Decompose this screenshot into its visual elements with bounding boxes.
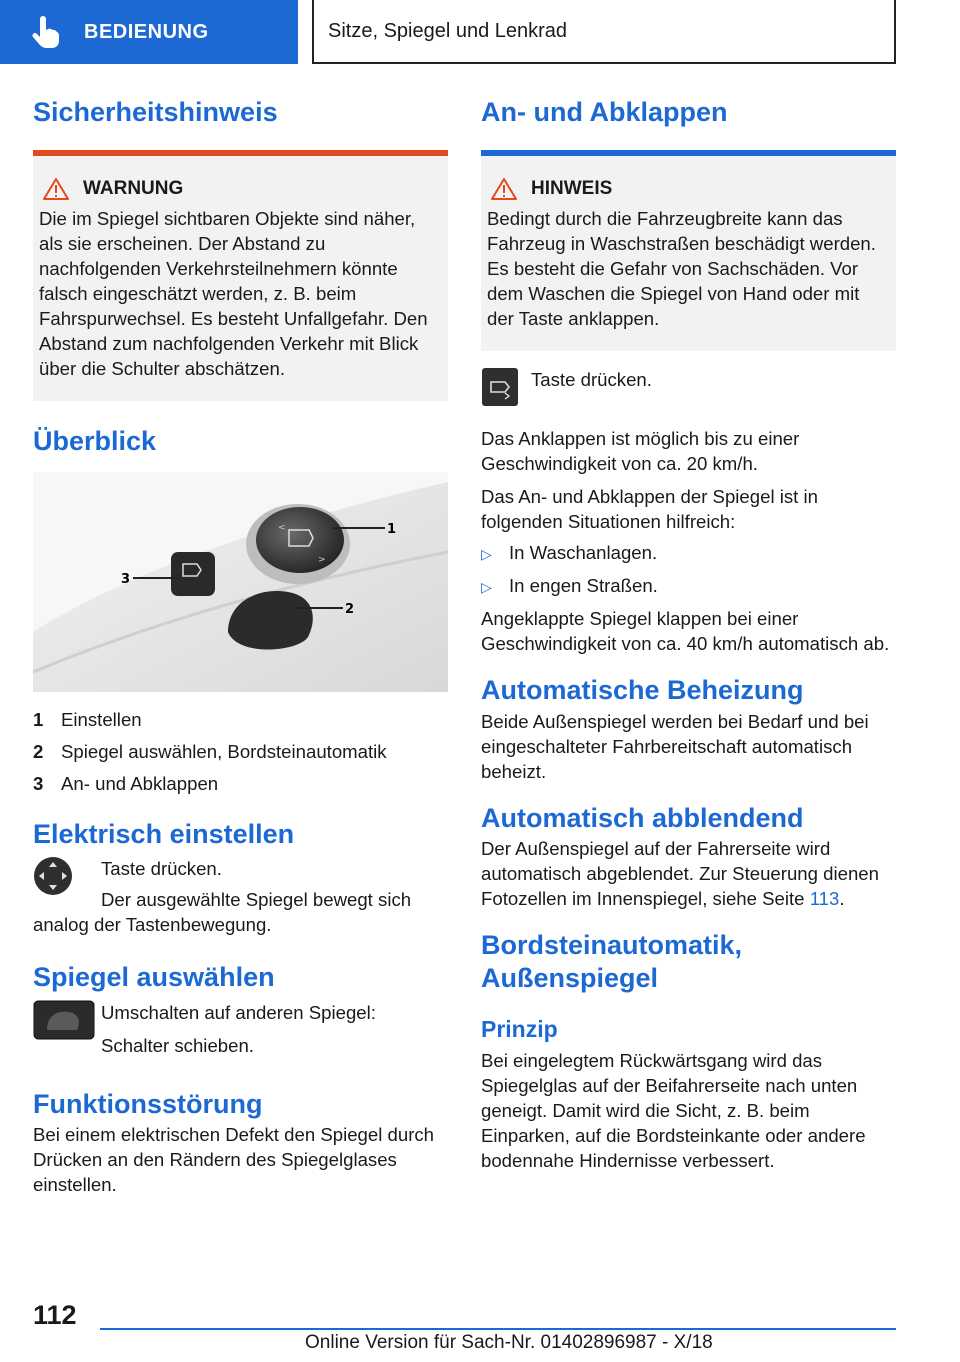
heat-text: Beide Außenspiegel werden bei Bedarf und bei eingeschalteter Fahrbereitschaft automatisch beheizt. xyxy=(481,710,869,782)
fold-p1: Das Anklappen ist möglich bis zu einer Geschwindigkeit von ca. 20 km/h. xyxy=(481,428,800,475)
elec-heading: Elektrisch einstellen xyxy=(33,818,295,849)
warning-title: WARNUNG xyxy=(83,178,184,200)
list-item: ▷ In engen Straßen. xyxy=(481,575,658,597)
fault-heading: Funktionsstörung xyxy=(33,1088,263,1119)
principle-heading: Prinzip xyxy=(481,1015,558,1042)
select-heading: Spiegel auswählen xyxy=(33,962,275,993)
left-column xyxy=(33,96,448,1197)
warning-triangle-icon xyxy=(491,178,517,200)
svg-text:2: 2 xyxy=(345,601,355,617)
fold-heading: An- und Abklappen xyxy=(481,97,728,127)
fault-text: Bei einem elektrischen Defekt den Spiegel durch Drücken an den Rändern des Spiegelglases einstellen. xyxy=(33,1123,435,1195)
legend-item: 1 Einstellen xyxy=(33,708,142,730)
list-item: ▷ In Waschanlagen. xyxy=(481,542,658,564)
select-line1: Umschalten auf anderen Spiegel: xyxy=(101,1001,376,1023)
warning-triangle-icon xyxy=(43,178,69,200)
fold-bullets xyxy=(481,540,896,600)
notice-title: HINWEIS xyxy=(531,178,613,200)
fold-press: Taste drücken. xyxy=(531,369,652,391)
page-link[interactable]: 113 xyxy=(809,888,840,910)
svg-text:>: > xyxy=(318,554,326,565)
footer-text: Online Version für Sach-Nr. 01402896987 - X/18 xyxy=(305,1332,713,1353)
dim-text: Der Außenspiegel auf der Fahrerseite wird automatisch abgeblendet. Zur Steuerung dienen Fotozellen im Innenspiegel, siehe Seite 113. xyxy=(481,838,879,910)
page-number: 112 xyxy=(33,1300,77,1330)
svg-text:3: 3 xyxy=(121,571,131,587)
hand-pointer-icon xyxy=(26,12,66,52)
warning-text: Die im Spiegel sichtbaren Objekte sind näher, als sie erscheinen. Der Abstand zu nachfolgenden Verkehrsteilnehmern könnte falsch eingeschätzt werden, z. B. beim Fahrspurwechsel. Es besteht Unfallgefahr. Den Abstand zum nachfolgenden Verkehr mit Blick über die Schulter abschätzen. xyxy=(39,208,428,380)
legend-list xyxy=(33,704,448,800)
mirror-select-switch-icon xyxy=(33,1000,101,1058)
safety-heading: Sicherheitshinweis xyxy=(33,97,278,127)
warning-box xyxy=(33,156,448,401)
notice-box xyxy=(481,156,896,351)
curb-heading: Bordsteinautomatik, Außenspiegel xyxy=(481,930,743,993)
chapter-label: BEDIENUNG xyxy=(84,20,209,43)
elec-line2: Der ausgewählte Spiegel bewegt sich analog der Tastenbewegung. xyxy=(33,889,412,936)
overview-heading: Überblick xyxy=(33,426,157,457)
mirror-controls-image xyxy=(33,472,448,692)
svg-text:<: < xyxy=(278,522,286,533)
chapter-tab xyxy=(0,0,298,64)
legend-item: 2 Spiegel auswählen, Bordsteinautomatik xyxy=(33,740,387,762)
select-line2: Schalter schieben. xyxy=(101,1034,254,1056)
right-column xyxy=(481,96,896,1173)
fold-p2: Das An- und Abklappen der Spiegel ist in folgenden Situationen hilfreich: xyxy=(481,486,818,533)
section-title: Sitze, Spiegel und Lenkrad xyxy=(312,0,896,64)
heat-heading: Automatische Beheizung xyxy=(481,675,804,706)
notice-text: Bedingt durch die Fahrzeugbreite kann das Fahrzeug in Waschstraßen beschädigt werden. Es besteht die Gefahr von Sachschäden. Vor dem Waschen die Spiegel von Hand oder mit der Taste anklappen. xyxy=(487,208,876,330)
elec-line1: Taste drücken. xyxy=(101,858,222,880)
mirror-fold-button-icon xyxy=(481,367,531,412)
footer-rule xyxy=(100,1328,896,1330)
legend-item: 3 An- und Abklappen xyxy=(33,772,219,794)
fold-p3: Angeklappte Spiegel klappen bei einer Geschwindigkeit von ca. 40 km/h automatisch ab. xyxy=(481,608,890,655)
svg-text:1: 1 xyxy=(387,521,397,537)
principle-text: Bei eingelegtem Rückwärtsgang wird das Spiegelglas auf der Beifahrerseite nach unten geneigt. Damit wird die Sicht, z. B. beim Einparken, auf die Bordsteinkante oder andere bodennahe Hindernisse verbessert. xyxy=(481,1049,866,1171)
dim-heading: Automatisch abblendend xyxy=(481,802,804,833)
